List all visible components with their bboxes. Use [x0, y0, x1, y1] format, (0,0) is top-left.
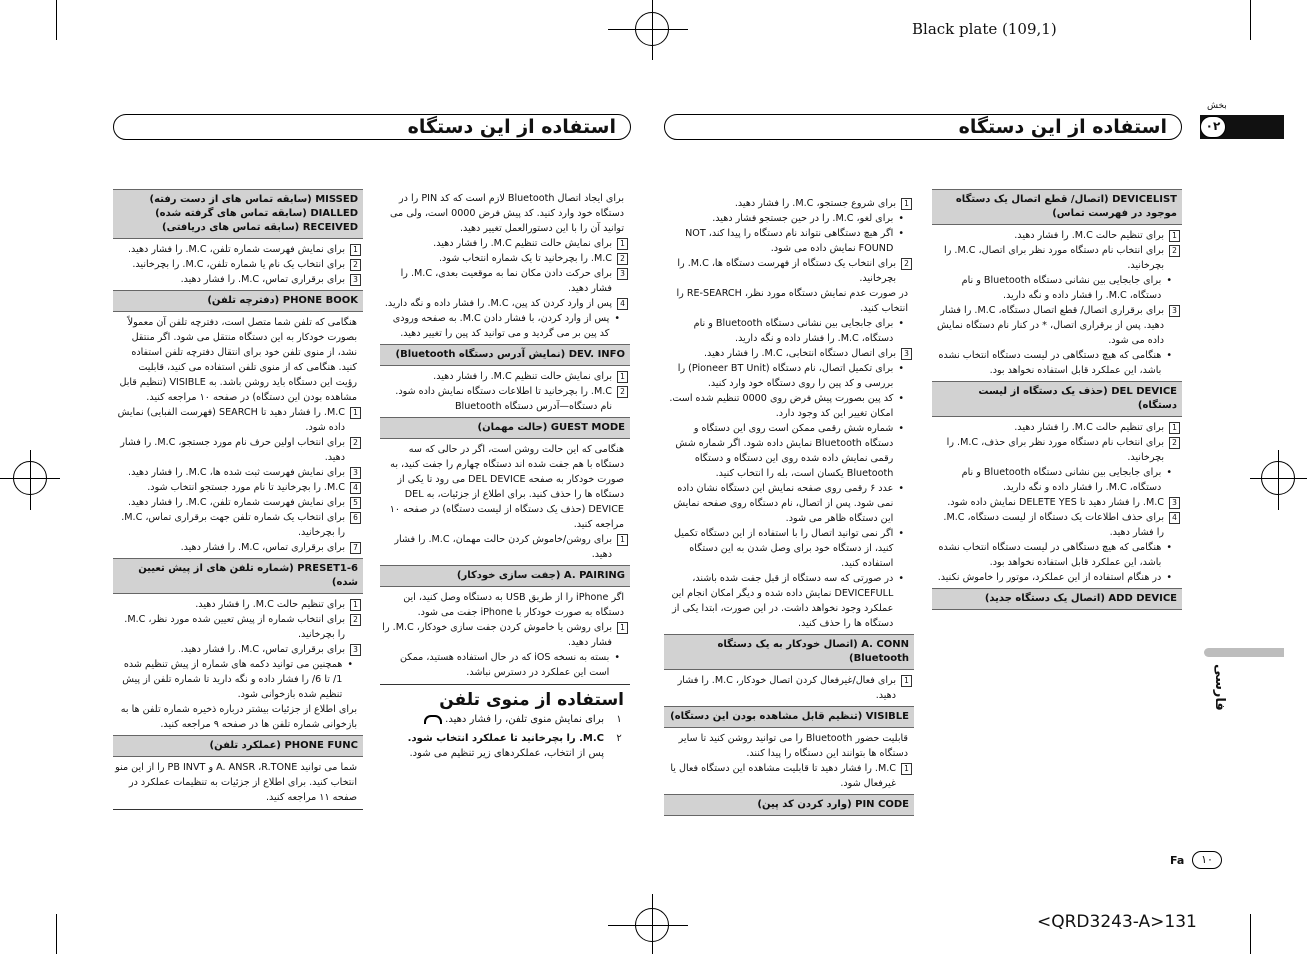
crop-mark — [1250, 914, 1251, 954]
step: 1 M.C. را فشار دهید تا قابلیت مشاهده این دستگاه فعال یا غیرفعال شود. — [666, 761, 912, 791]
step: ۱ برای نمایش منوی تلفن، را فشار دهید. — [382, 712, 626, 727]
bullet: • بسته به نسخه iOS که در حال استفاده هستید، ممکن است این عملکرد در دسترس نباشد. — [399, 652, 620, 678]
registration-mark — [635, 908, 669, 942]
bullet: • عدد ۶ رقمی روی صفحه نمایش این دستگاه نشان داده نمی شود. پس از اتصال، نام دستگاه روی صفحه نمایش این دستگاه ظاهر می شود. — [673, 483, 904, 524]
bullet: • شماره شش رقمی ممکن است روی این دستگاه و دستگاه Bluetooth نمایش داده شود. اگر شماره شش رقمی نمایش داده شده روی این دستگاه و دستگاه Bluetooth یکسان است، بله را انتخاب کنید. — [675, 423, 904, 479]
step: 1 برای نمایش حالت تنظیم M.C. را فشار دهید. — [382, 236, 628, 251]
step: 3 M.C. را فشار دهید تا DELETE YES نمایش داده شود. — [934, 495, 1180, 510]
step: 2 برای انتخاب اولین حرف نام مورد جستجو، M.C. را فشار دهید. — [115, 435, 361, 465]
bullet: • کد پین بصورت پیش فرض روی 0000 تنظیم شده است. امکان تغییر این کد وجود دارد. — [669, 393, 904, 419]
bullet: • برای تکمیل اتصال، نام دستگاه (Pioneer BT Unit) را بررسی و کد پین را روی دستگاه خود وارد کنید. — [677, 363, 904, 389]
section-bar-visible: VISIBLE (تنظیم قابل مشاهده بودن این دستگاه) — [664, 706, 914, 728]
step: 1 برای تنظیم حالت M.C. را فشار دهید. — [934, 420, 1180, 435]
column-3 — [380, 191, 630, 761]
registration-mark — [1261, 461, 1295, 495]
language-tab — [1204, 648, 1284, 657]
column-1 — [932, 186, 1182, 613]
step: 2 برای انتخاب شماره از پیش تعیین شده مورد نظر، M.C. را بچرخانید. — [115, 612, 361, 642]
step: 1 برای نمایش فهرست شماره تلفن، M.C. را فشار دهید. — [115, 242, 361, 257]
step: 2 M.C. را بچرخانید تا یک شماره انتخاب شود. — [382, 251, 628, 266]
bullet: • برای جابجایی بین نشانی دستگاه Bluetooth و نام دستگاه، M.C. را فشار داده و نگه دارید. — [961, 275, 1172, 301]
step: 1 M.C. را فشار دهید تا SEARCH (فهرست الفبایی) نمایش داده شود. — [115, 405, 361, 435]
section-bar-phone-func: PHONE FUNC (عملکرد تلفن) — [113, 735, 363, 757]
bullet: • برای جابجایی بین نشانی دستگاه Bluetooth و نام دستگاه، M.C. را فشار داده و نگه دارید. — [961, 467, 1172, 493]
step: 3 برای نمایش فهرست ثبت شده ها، M.C. را فشار دهید. — [115, 465, 361, 480]
bullet: • همچنین می توانید دکمه های شماره از پیش تنظیم شده 1/ تا 6/ را فشار داده و نگه دارید تا شماره تلفن از پیش تنظیم شده بازخوانی شود. — [122, 659, 353, 700]
section-bar-dev-info: DEV. INFO (نمایش آدرس دستگاه Bluetooth) — [380, 344, 630, 366]
bullet: • هنگامی که هیچ دستگاهی در لیست دستگاه انتخاب نشده باشد، این عملکرد قابل استفاده نخواهد بود. — [938, 542, 1172, 568]
language-label: فارسی — [1212, 664, 1227, 711]
step: 1 برای شروع جستجو، M.C. را فشار دهید. — [666, 196, 912, 211]
paragraph: در صورت عدم نمایش دستگاه مورد نظر، RE-SEARCH را انتخاب کنید. — [676, 288, 908, 314]
bullet: • در صورتی که سه دستگاه از قبل جفت شده باشند، DEVICEFULL نمایش داده شده و دیگر امکان انجام این عملکرد وجود نخواهد داشت. در این صورت، ابتدا یکی از دستگاه ها را حذف کنید. — [671, 573, 904, 629]
step: 2 M.C. را بچرخانید تا اطلاعات دستگاه نمایش داده شود. نام دستگاه—آدرس دستگاه Bluetooth — [382, 384, 628, 414]
section-bar-a-pairing: A. PAIRING (جفت سازی خودکار) — [380, 565, 630, 587]
page-number: ۱۰ — [1192, 851, 1222, 869]
step: 1 برای نمایش حالت تنظیم M.C. را فشار دهید. — [382, 369, 628, 384]
step: 2 برای انتخاب یک نام یا شماره تلفن، M.C. را بچرخانید. — [115, 257, 361, 272]
section-label: بخش — [1207, 101, 1227, 111]
step: 2 برای انتخاب یک دستگاه از فهرست دستگاه ها، M.C. را بچرخانید. — [666, 256, 912, 286]
paragraph: اگر iPhone را از طریق USB به دستگاه وصل کنید، این دستگاه به صورت خودکار با iPhone جفت می شود. — [403, 592, 624, 618]
section-number: ۰۲ — [1200, 116, 1226, 138]
section-bar-pin-code: PIN CODE (وارد کردن کد پین) — [664, 794, 914, 816]
section-bar-del-device: DEL DEVICE (حذف یک دستگاه از لیست دستگاه) — [932, 381, 1182, 417]
paragraph: هنگامی که تلفن شما متصل است، دفترچه تلفن آن معمولاً بصورت خودکار به این دستگاه منتقل می شود. اگر منتقل نشد، از منوی تلفن خود برای انتقال دفترچه تلفن استفاده کنید. هنگامی که از منوی تلفن استفاده می کنید، قابلیت رؤیت این دستگاه باید روشن باشد. به VISIBLE (تنظیم قابل مشاهده بودن این دستگاه) در صفحه ۱۰ مراجعه کنید. — [119, 317, 357, 403]
step: 5 برای نمایش فهرست شماره تلفن، M.C. را فشار دهید. — [115, 495, 361, 510]
section-heading: استفاده از منوی تلفن — [439, 690, 624, 710]
step: 3 برای برقراری تماس، M.C. را فشار دهید. — [115, 642, 361, 657]
column-4 — [113, 186, 363, 810]
document-code: <QRD3243-A>131 — [1037, 912, 1197, 932]
section-bar-devicelist: DEVICELIST (اتصال/ قطع اتصال یک دستگاه موجود در فهرست تماس) — [932, 189, 1182, 225]
paragraph: شما می توانید A. ANSR ،R.TONE و PB INVT را از این منو انتخاب کنید. برای اطلاع از جزئیات به تنظیمات عملکرد در صفحه ۱۱ مراجعه کنید. — [115, 762, 357, 803]
paragraph: برای اطلاع از جزئیات بیشتر درباره ذخیره شماره تلفن ها به بازخوانی شماره تلفن ها در صفحه ۹ مراجعه کنید. — [120, 704, 357, 730]
divider — [113, 809, 363, 810]
bullet: • اگر هیچ دستگاهی نتواند نام دستگاه را پیدا کند، NOT FOUND نمایش داده می شود. — [685, 228, 904, 254]
header-title-right: استفاده از این دستگاه — [664, 114, 1182, 140]
crop-mark — [56, 914, 57, 954]
step: 2 برای انتخاب نام دستگاه مورد نظر برای حذف، M.C. را بچرخانید. — [934, 435, 1180, 465]
step: 1 برای تنظیم حالت M.C. را فشار دهید. — [934, 228, 1180, 243]
section-bar-add-device: ADD DEVICE (اتصال یک دستگاه جدید) — [932, 588, 1182, 610]
step: 4 M.C. را بچرخانید تا نام مورد جستجو انتخاب شود. — [115, 480, 361, 495]
bullet: • هنگامی که هیچ دستگاهی در لیست دستگاه انتخاب نشده باشد، این عملکرد قابل استفاده نخواهد بود. — [938, 350, 1172, 376]
step: 1 برای فعال/غیرفعال کردن اتصال خودکار، M.C. را فشار دهید. — [666, 673, 912, 703]
section-bar-a-conn: A. CONN (اتصال خودکار به یک دستگاه Bluetooth) — [664, 634, 914, 670]
bullet: • اگر نمی توانید اتصال را با استفاده از این دستگاه تکمیل کنید، از دستگاه خود برای وصل شدن به این دستگاه استفاده کنید. — [674, 528, 904, 569]
header-title-left: استفاده از این دستگاه — [113, 114, 631, 140]
bullet: • پس از وارد کردن، با فشار دادن M.C. به صفحه ورودی کد پین بر می گردید و می توانید کد پین را تغییر دهید. — [392, 313, 620, 339]
bullet: • در هنگام استفاده از این عملکرد، موتور را خاموش نکنید. — [937, 572, 1172, 583]
registration-mark — [13, 461, 47, 495]
paragraph: هنگامی که این حالت روشن است، اگر در حالی که سه دستگاه با هم جفت شده اند دستگاه چهارم را جفت کنید، به صورت خودکار به صفحه DEL DEVICE می رود تا یکی از دستگاه ها را حذف کنید. برای اطلاع از جزئیات، به DEL DEVICE (حذف یک دستگاه از لیست دستگاه) در صفحه ۱۰ مراجعه کنید. — [389, 444, 624, 530]
step: 3 برای حرکت دادن مکان نما به موقعیت بعدی، M.C. را فشار دهید. — [382, 266, 628, 296]
step: 6 برای انتخاب یک شماره تلفن جهت برقراری تماس، M.C. را بچرخانید. — [115, 510, 361, 540]
crop-mark — [56, 0, 57, 40]
step: 2 برای انتخاب نام دستگاه مورد نظر برای اتصال، M.C. را بچرخانید. — [934, 243, 1180, 273]
step: 3 برای برقراری اتصال/ قطع اتصال دستگاه، M.C. را فشار دهید. پس از برقراری اتصال، * در کنار نام دستگاه نمایش داده می شود. — [934, 303, 1180, 348]
section-bar-guest-mode: GUEST MODE (حالت مهمان) — [380, 417, 630, 439]
language-code: Fa — [1170, 854, 1185, 867]
plate-label: Black plate (109,1) — [912, 20, 1057, 38]
step: 1 برای روشن یا خاموش کردن جفت سازی خودکار، M.C. را فشار دهید. — [382, 620, 628, 650]
divider — [380, 684, 630, 685]
step: 1 برای روشن/خاموش کردن حالت مهمان، M.C. را فشار دهید. — [382, 532, 628, 562]
section-bar-phone-book: PHONE BOOK (دفترچه تلفن) — [113, 290, 363, 312]
phone-icon — [424, 715, 442, 724]
section-bar-missed: MISSED (سابقه تماس های از دست رفته) DIALLED (سابقه تماس های گرفته شده) RECEIVED (سابقه تماس های دریافتی) — [113, 189, 363, 239]
step: 3 برای برقراری تماس، M.C. را فشار دهید. — [115, 272, 361, 287]
step: ۲ M.C. را بچرخانید تا عملکرد انتخاب شود. پس از انتخاب، عملکردهای زیر تنظیم می شود. — [407, 733, 622, 759]
step: 4 برای حذف اطلاعات یک دستگاه از لیست دستگاه، M.C. را فشار دهید. — [934, 510, 1180, 540]
paragraph: قابلیت حضور Bluetooth را می توانید روشن کنید تا سایر دستگاه ها بتوانند این دستگاه را پیدا کنند. — [678, 733, 908, 759]
bullet: • برای لغو، M.C. را در حین جستجو فشار دهید. — [712, 213, 904, 224]
column-2 — [664, 196, 914, 819]
step: 1 برای تنظیم حالت M.C. را فشار دهید. — [115, 597, 361, 612]
bullet: • برای جابجایی بین نشانی دستگاه Bluetooth و نام دستگاه، M.C. را فشار داده و نگه دارید. — [693, 318, 904, 344]
registration-mark — [635, 12, 669, 46]
crop-mark — [1250, 0, 1251, 40]
step: 3 برای اتصال دستگاه انتخابی، M.C. را فشار دهید. — [666, 346, 912, 361]
step: 4 پس از وارد کردن کد پین، M.C. را فشار داده و نگه دارید. — [382, 296, 628, 311]
section-bar-preset: PRESET1-6 (شماره تلفن های از پیش تعیین شده) — [113, 558, 363, 594]
paragraph: برای ایجاد اتصال Bluetooth لازم است که کد PIN را در دستگاه خود وارد کنید. کد پیش فرض 0000 است، ولی می توانید آن را با این دستورالعمل تغییر دهید. — [390, 193, 624, 234]
step: 7 برای برقراری تماس، M.C. را فشار دهید. — [115, 540, 361, 555]
